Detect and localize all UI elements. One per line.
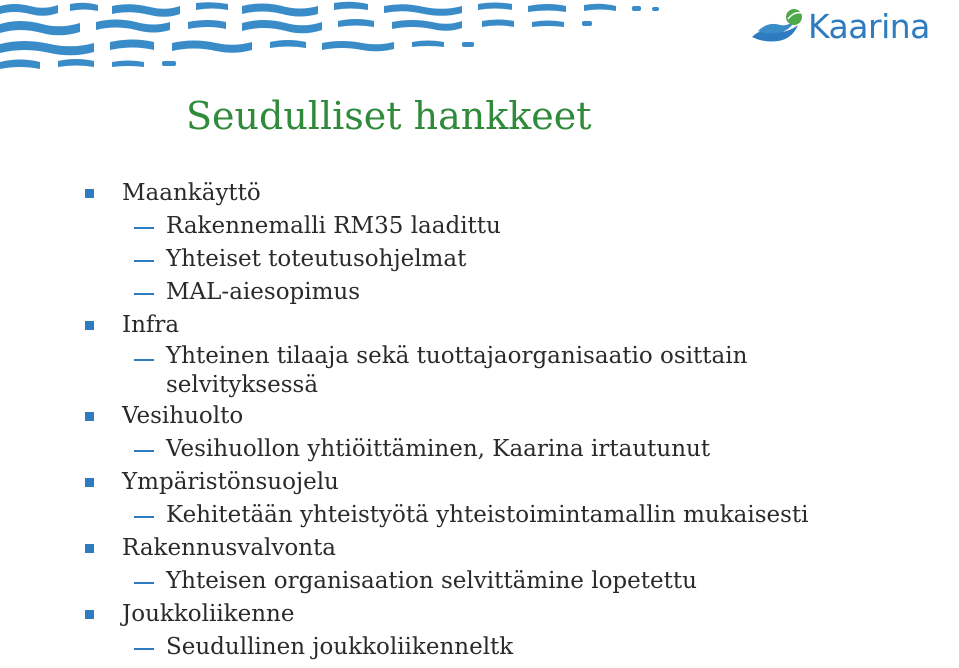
- dash-bullet-icon: [134, 450, 154, 452]
- square-bullet-icon: [85, 478, 94, 487]
- sub-bullet-text: Yhteisen organisaation selvittämine lopetettu: [166, 568, 697, 594]
- bullet-heading: [0, 598, 959, 631]
- bullet-heading: [0, 177, 959, 210]
- square-bullet-icon: [85, 544, 94, 553]
- bullet-heading-text: Vesihuolto: [122, 403, 244, 429]
- sub-bullet: [0, 243, 959, 276]
- dash-bullet-icon: [134, 227, 154, 229]
- dash-bullet-icon: [134, 293, 154, 295]
- bullet-heading: [0, 400, 959, 433]
- dash-bullet-icon: [134, 359, 154, 361]
- bullet-heading: [0, 532, 959, 565]
- bullet-heading-text: Maankäyttö: [122, 180, 261, 206]
- square-bullet-icon: [85, 189, 94, 198]
- dash-bullet-icon: [134, 516, 154, 518]
- sub-bullet-text: Rakennemalli RM35 laadittu: [166, 213, 501, 239]
- bullet-heading: [0, 309, 959, 342]
- sub-bullet: [0, 276, 959, 309]
- kaarina-logo-icon: [748, 7, 806, 47]
- sub-bullet-text: Yhteinen tilaaja sekä tuottajaorganisaatio osittain selvityksessä: [166, 343, 748, 398]
- logo-text: Kaarina: [808, 7, 930, 46]
- sub-bullet-text: Vesihuollon yhtiöittäminen, Kaarina irtautunut: [166, 436, 711, 462]
- square-bullet-icon: [85, 321, 94, 330]
- dash-bullet-icon: [134, 648, 154, 650]
- sub-bullet: [0, 210, 959, 243]
- dash-bullet-icon: [134, 260, 154, 262]
- square-bullet-icon: [85, 610, 94, 619]
- sub-bullet: [0, 433, 959, 466]
- bullet-heading-text: Ympäristönsuojelu: [122, 469, 339, 495]
- sub-bullet-text: Yhteiset toteutusohjelmat: [166, 246, 467, 272]
- sub-bullet: [0, 631, 959, 664]
- bullet-heading: [0, 466, 959, 499]
- bullet-heading-text: Infra: [122, 312, 180, 338]
- sub-bullet-text: MAL-aiesopimus: [166, 279, 361, 305]
- sub-bullet-text: Kehitetään yhteistyötä yhteistoimintamallin mukaisesti: [166, 502, 809, 528]
- dash-bullet-icon: [134, 582, 154, 584]
- slide-title: Seudulliset hankkeet: [186, 94, 592, 138]
- sub-bullet: [0, 342, 806, 400]
- sub-bullet: [0, 565, 959, 598]
- sub-bullet: [0, 499, 959, 532]
- bullet-list: [0, 177, 959, 664]
- wave-banner-decoration: [0, 0, 680, 72]
- bullet-heading-text: Joukkoliikenne: [122, 601, 295, 627]
- sub-bullet-text: Seudullinen joukkoliikenneltk: [166, 634, 514, 660]
- kaarina-logo: [748, 6, 930, 48]
- bullet-heading-text: Rakennusvalvonta: [122, 535, 337, 561]
- square-bullet-icon: [85, 412, 94, 421]
